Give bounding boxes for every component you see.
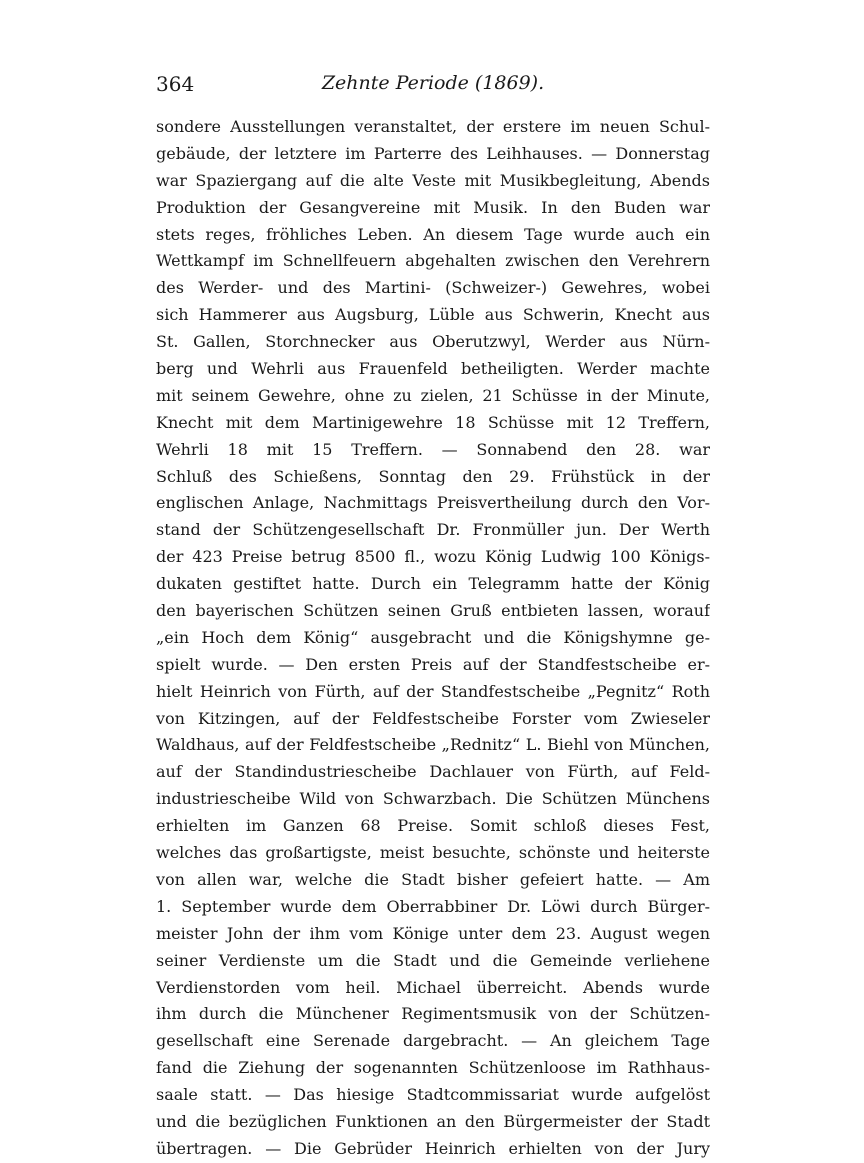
text-line: fand die Ziehung der sogenannten Schützenloose im Rathhaus- <box>156 1058 710 1078</box>
text-line: gesellschaft eine Serenade dargebracht. — An gleichem Tage <box>156 1031 710 1051</box>
text-line: Wettkampf im Schnellfeuern abgehalten zwischen den Verehrern <box>156 251 710 271</box>
text-line: sich Hammerer aus Augsburg, Lüble aus Schwerin, Knecht aus <box>156 305 710 325</box>
text-line: Waldhaus, auf der Feldfestscheibe „Rednitz“ L. Biehl von München, <box>156 735 710 755</box>
text-line: seiner Verdienste um die Stadt und die Gemeinde verliehene <box>156 950 710 970</box>
text-line: saale statt. — Das hiesige Stadtcommissariat wurde aufgelöst <box>156 1085 710 1105</box>
text-line: der 423 Preise betrug 8500 fl., wozu König Ludwig 100 Königs- <box>156 547 710 567</box>
text-line: Verdienstorden vom heil. Michael überreicht. Abends wurde <box>156 977 710 997</box>
running-title: Zehnte Periode (1869). <box>321 72 545 94</box>
text-line: „ein Hoch dem König“ ausgebracht und die Königshymne ge- <box>156 627 710 647</box>
text-line: St. Gallen, Storchnecker aus Oberutzwyl, Werder aus Nürn- <box>156 332 710 352</box>
text-line: und die bezüglichen Funktionen an den Bürgermeister der Stadt <box>156 1111 710 1131</box>
text-line: spielt wurde. — Den ersten Preis auf der Standfestscheibe er- <box>156 654 710 674</box>
text-line: dukaten gestiftet hatte. Durch ein Telegramm hatte der König <box>156 574 710 594</box>
text-line: industriescheibe Wild von Schwarzbach. Die Schützen Münchens <box>156 789 710 809</box>
text-line: den bayerischen Schützen seinen Gruß entbieten lassen, worauf <box>156 601 710 621</box>
page-header <box>156 72 710 102</box>
text-line: sondere Ausstellungen veranstaltet, der erstere im neuen Schul- <box>156 117 710 136</box>
text-line: übertragen. — Die Gebrüder Heinrich erhielten von der Jury <box>156 1138 710 1158</box>
text-line: mit seinem Gewehre, ohne zu zielen, 21 Schüsse in der Minute, <box>156 385 710 405</box>
page-number: 364 <box>156 72 195 96</box>
text-line: stand der Schützengesellschaft Dr. Fronmüller jun. Der Werth <box>156 520 710 540</box>
body-text <box>156 114 710 1163</box>
text-line: des Werder- und des Martini- (Schweizer-) Gewehres, wobei <box>156 278 710 298</box>
text-line: stets reges, fröhliches Leben. An diesem Tage wurde auch ein <box>156 224 710 244</box>
text-line: welches das großartigste, meist besuchte, schönste und heiterste <box>156 843 710 863</box>
text-line: Schluß des Schießens, Sonntag den 29. Frühstück in der <box>156 466 710 486</box>
text-line: 1. September wurde dem Oberrabbiner Dr. Löwi durch Bürger- <box>156 896 710 916</box>
text-line: berg und Wehrli aus Frauenfeld betheiligten. Werder machte <box>156 359 710 379</box>
text-line: Knecht mit dem Martinigewehre 18 Schüsse mit 12 Treffern, <box>156 412 710 432</box>
text-line: auf der Standindustriescheibe Dachlauer von Fürth, auf Feld- <box>156 762 710 782</box>
text-line: von Kitzingen, auf der Feldfestscheibe Forster vom Zwieseler <box>156 708 710 728</box>
text-line: englischen Anlage, Nachmittags Preisvertheilung durch den Vor- <box>156 493 710 513</box>
text-line: meister John der ihm vom Könige unter dem 23. August wegen <box>156 923 710 943</box>
text-line: war Spaziergang auf die alte Veste mit Musikbegleitung, Abends <box>156 170 710 190</box>
text-line: Wehrli 18 mit 15 Treffern. — Sonnabend den 28. war <box>156 439 710 459</box>
text-line: hielt Heinrich von Fürth, auf der Standfestscheibe „Pegnitz“ Roth <box>156 681 710 701</box>
text-line: ihm durch die Münchener Regimentsmusik von der Schützen- <box>156 1004 710 1024</box>
text-line: von allen war, welche die Stadt bisher gefeiert hatte. — Am <box>156 869 710 889</box>
text-line: Produktion der Gesangvereine mit Musik. In den Buden war <box>156 197 710 217</box>
text-line: gebäude, der letztere im Parterre des Leihhauses. — Donnerstag <box>156 143 710 163</box>
text-line: erhielten im Ganzen 68 Preise. Somit schloß dieses Fest, <box>156 816 710 836</box>
